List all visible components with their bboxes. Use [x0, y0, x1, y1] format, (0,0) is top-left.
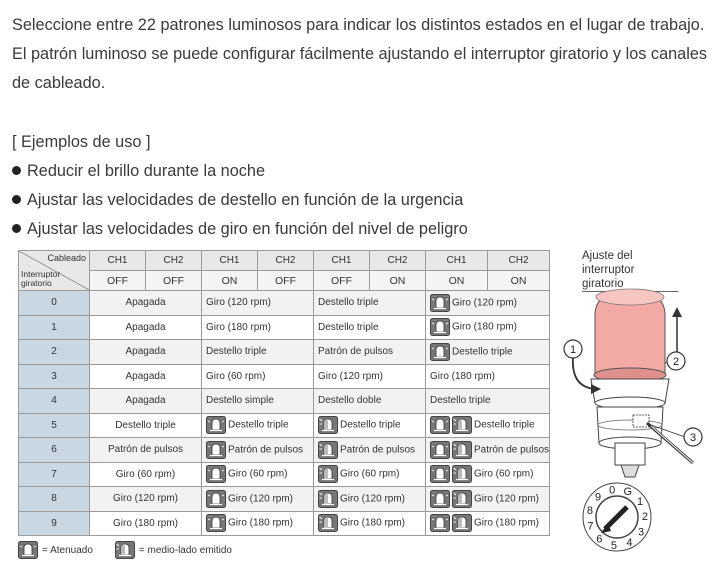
half-side-icon	[318, 416, 338, 434]
pattern-text: Giro (120 rpm)	[228, 493, 294, 505]
dimmed-icon	[206, 514, 226, 532]
pattern-text: Destello simple	[206, 395, 274, 407]
pattern-text: Giro (180 rpm)	[452, 321, 518, 333]
switch-position: 3	[19, 364, 90, 389]
state-header: ON	[488, 271, 550, 291]
dimmed-icon	[430, 465, 450, 483]
pattern-cell	[202, 364, 314, 389]
half-side-icon	[318, 514, 338, 532]
table-row	[19, 315, 550, 340]
pattern-cell	[202, 511, 314, 536]
pattern-cell	[426, 413, 550, 438]
pattern-cell	[314, 438, 426, 463]
pattern-text: Destello triple	[318, 297, 379, 309]
switch-position: 9	[19, 511, 90, 536]
dimmed-icon	[206, 465, 226, 483]
channel-header: CH1	[314, 251, 370, 271]
pattern-text: Giro (60 rpm)	[340, 468, 400, 480]
switch-position: 4	[19, 389, 90, 414]
pattern-cell	[202, 340, 314, 365]
switch-position: 0	[19, 291, 90, 316]
state-header: ON	[370, 271, 426, 291]
pattern-text: Giro (60 rpm)	[474, 468, 534, 480]
bullet-icon	[12, 195, 21, 204]
dial-digit: 2	[641, 511, 649, 524]
pattern-cell	[202, 462, 314, 487]
pattern-cell	[426, 340, 550, 365]
state-header: OFF	[90, 271, 146, 291]
example-item	[12, 186, 468, 215]
pattern-text: Destello triple	[206, 346, 267, 358]
dimmed-icon	[430, 343, 450, 361]
channel-header: CH2	[258, 251, 314, 271]
wiring-label: Cableado	[47, 253, 86, 263]
dimmed-icon	[206, 416, 226, 434]
dimmed-icon	[430, 318, 450, 336]
pattern-text: Apagada	[125, 297, 166, 309]
dimmed-icon	[430, 490, 450, 508]
pattern-cell	[202, 291, 314, 316]
dial-digit: G	[623, 486, 633, 499]
channel-header-row	[19, 251, 550, 271]
dimmed-icon	[430, 441, 450, 459]
pattern-cell	[314, 413, 426, 438]
pattern-text: Apagada	[125, 346, 166, 358]
pattern-text: Patrón de pulsos	[340, 444, 416, 456]
pattern-cell	[314, 487, 426, 512]
pattern-text: Apagada	[125, 370, 166, 382]
bullet-icon	[12, 166, 21, 175]
pattern-text: Destello triple	[474, 419, 535, 431]
example-item	[12, 215, 468, 244]
pattern-cell	[314, 291, 426, 316]
pattern-cell	[202, 315, 314, 340]
dimmed-icon	[430, 294, 450, 312]
pattern-cell	[90, 462, 202, 487]
pattern-text: Destello triple	[430, 395, 491, 407]
intro-line-2: El patrón luminoso se puede configurar fácilmente ajustando el interruptor giratorio y los canales de cableado.	[12, 45, 708, 92]
table-row	[19, 462, 550, 487]
table-row	[19, 487, 550, 512]
pattern-text: Giro (120 rpm)	[452, 297, 518, 309]
pattern-text: Patrón de pulsos	[228, 444, 304, 456]
half-side-icon	[452, 490, 472, 508]
rotary-switch-label: Interruptor giratorio	[21, 269, 61, 288]
half-side-icon	[452, 441, 472, 459]
channel-header: CH1	[202, 251, 258, 271]
table-row	[19, 413, 550, 438]
pattern-cell	[426, 315, 550, 340]
pattern-cell	[314, 315, 426, 340]
pattern-cell	[90, 438, 202, 463]
pattern-cell	[314, 462, 426, 487]
svg-text:1: 1	[569, 344, 577, 356]
pattern-cell	[90, 511, 202, 536]
dimmed-icon	[18, 541, 38, 559]
pattern-cell	[314, 364, 426, 389]
table-row	[19, 438, 550, 463]
pattern-text: Apagada	[125, 321, 166, 333]
channel-header: CH2	[146, 251, 202, 271]
half-side-icon	[318, 441, 338, 459]
half-side-icon	[452, 514, 472, 532]
pattern-text: Giro (180 rpm)	[112, 517, 178, 529]
pattern-cell	[90, 364, 202, 389]
channel-header: CH2	[488, 251, 550, 271]
legend-item-half	[115, 541, 232, 559]
half-side-icon	[115, 541, 135, 559]
legend-item-dim	[18, 541, 93, 559]
pattern-text: Destello triple	[228, 419, 289, 431]
pattern-text: Giro (60 rpm)	[115, 468, 176, 480]
examples-section	[12, 128, 468, 244]
table-row	[19, 511, 550, 536]
svg-text:3: 3	[689, 432, 697, 444]
dial-digit: 7	[587, 520, 594, 533]
examples-list	[12, 157, 468, 244]
pattern-cell	[202, 389, 314, 414]
dial-digit: 5	[610, 539, 617, 552]
pattern-text: Giro (180 rpm)	[430, 370, 496, 382]
pattern-text: Giro (180 rpm)	[340, 517, 406, 529]
bullet-icon	[12, 224, 21, 233]
pattern-cell	[202, 413, 314, 438]
examples-heading: [ Ejemplos de uso ]	[12, 133, 151, 151]
pattern-text: Giro (180 rpm)	[474, 517, 540, 529]
pattern-cell	[426, 438, 550, 463]
pattern-cell	[90, 389, 202, 414]
switch-position: 6	[19, 438, 90, 463]
pattern-cell	[90, 413, 202, 438]
dial-digit: 6	[596, 533, 603, 546]
table-row	[19, 340, 550, 365]
pattern-text: Apagada	[125, 395, 166, 407]
dimmed-icon	[430, 416, 450, 434]
signal-tower-illustration	[555, 275, 715, 575]
pattern-table	[18, 250, 550, 536]
rotary-dial	[583, 483, 651, 552]
state-header: OFF	[258, 271, 314, 291]
table-row	[19, 389, 550, 414]
dimmed-icon	[206, 441, 226, 459]
switch-position: 1	[19, 315, 90, 340]
pattern-text: Patrón de pulsos	[107, 444, 184, 456]
state-header: ON	[202, 271, 258, 291]
legend-dim-label: = Atenuado	[42, 544, 93, 556]
pattern-text: Destello triple	[115, 419, 176, 431]
dial-digit: 9	[594, 491, 602, 504]
pattern-text: Patrón de pulsos	[474, 444, 550, 456]
example-text: Ajustar las velocidades de destello en función de la urgencia	[27, 191, 464, 209]
pattern-text: Giro (60 rpm)	[206, 370, 266, 382]
pattern-text: Destello doble	[318, 395, 382, 407]
channel-header: CH1	[426, 251, 488, 271]
dial-digit: 4	[626, 537, 633, 550]
pattern-text: Giro (120 rpm)	[112, 493, 178, 505]
state-header: ON	[426, 271, 488, 291]
state-header-row	[19, 271, 550, 291]
pattern-text: Giro (120 rpm)	[318, 370, 384, 382]
dimmed-icon	[430, 514, 450, 532]
callout-1	[564, 340, 582, 358]
pattern-text: Giro (120 rpm)	[340, 493, 406, 505]
pattern-cell	[426, 511, 550, 536]
intro-line-1: Seleccione entre 22 patrones luminosos para indicar los distintos estados en el lugar de trabajo.	[12, 16, 705, 34]
pattern-text: Giro (60 rpm)	[228, 468, 288, 480]
legend-half-label: = medio-lado emitido	[138, 544, 232, 556]
pattern-text: Destello triple	[340, 419, 401, 431]
channel-header: CH1	[90, 251, 146, 271]
table-body	[19, 291, 550, 536]
intro-text	[12, 11, 712, 98]
switch-position: 2	[19, 340, 90, 365]
pattern-text: Patrón de pulsos	[318, 346, 394, 358]
dial-digit: 0	[609, 484, 616, 497]
pattern-cell	[426, 462, 550, 487]
pattern-cell	[202, 487, 314, 512]
pattern-cell	[90, 487, 202, 512]
switch-position: 8	[19, 487, 90, 512]
switch-position: 7	[19, 462, 90, 487]
pattern-text: Destello triple	[452, 346, 513, 358]
dial-digit: 8	[586, 504, 593, 517]
half-side-icon	[452, 416, 472, 434]
half-side-icon	[318, 490, 338, 508]
pattern-text: Destello triple	[318, 321, 379, 333]
dimmed-icon	[206, 490, 226, 508]
example-item	[12, 157, 468, 186]
pattern-cell	[314, 389, 426, 414]
pattern-cell	[426, 364, 550, 389]
pattern-text: Giro (120 rpm)	[206, 297, 272, 309]
half-side-icon	[452, 465, 472, 483]
pattern-text: Giro (120 rpm)	[474, 493, 540, 505]
arrow-up-icon	[672, 307, 682, 317]
state-header: OFF	[146, 271, 202, 291]
dial-digit: 1	[637, 496, 644, 509]
pattern-cell	[426, 487, 550, 512]
half-side-icon	[318, 465, 338, 483]
switch-position: 5	[19, 413, 90, 438]
pattern-cell	[314, 340, 426, 365]
state-header: OFF	[314, 271, 370, 291]
pattern-cell	[202, 438, 314, 463]
pattern-cell	[90, 291, 202, 316]
pattern-cell	[314, 511, 426, 536]
dial-digit: 3	[637, 526, 645, 539]
table-corner	[19, 251, 90, 291]
table-row	[19, 364, 550, 389]
pattern-cell	[426, 389, 550, 414]
legend	[18, 541, 254, 559]
example-text: Reducir el brillo durante la noche	[27, 162, 266, 180]
callout-2	[665, 352, 685, 370]
pattern-cell	[90, 340, 202, 365]
figure-title-text: Ajuste del interruptor giratorio	[582, 249, 678, 292]
pattern-cell	[90, 315, 202, 340]
pattern-cell	[426, 291, 550, 316]
svg-text:2: 2	[672, 356, 680, 368]
table-row	[19, 291, 550, 316]
pattern-text: Giro (180 rpm)	[206, 321, 272, 333]
example-text: Ajustar las velocidades de giro en función del nivel de peligro	[27, 220, 468, 238]
pattern-text: Giro (180 rpm)	[228, 517, 294, 529]
channel-header: CH2	[370, 251, 426, 271]
